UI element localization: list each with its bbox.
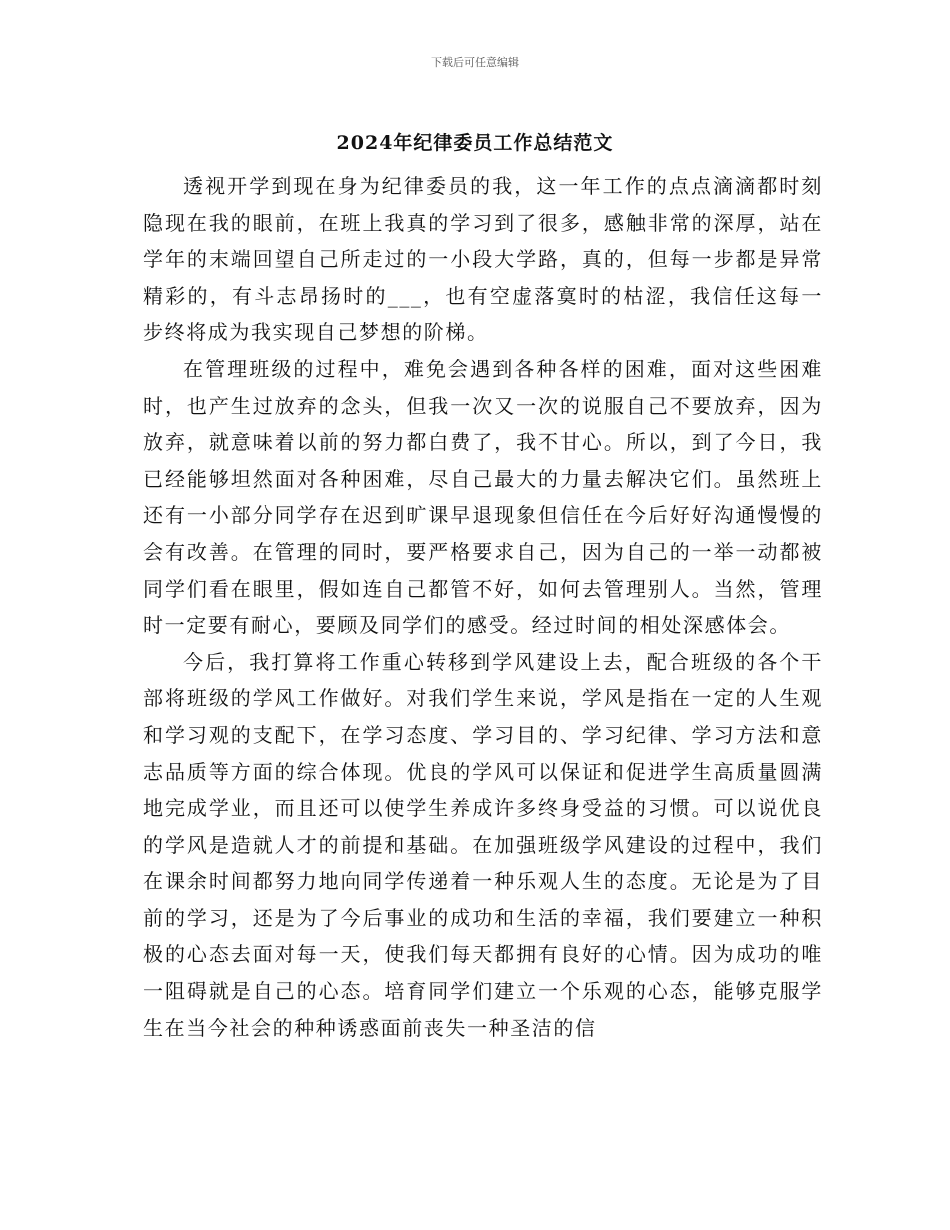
paragraph-3: 今后，我打算将工作重心转移到学风建设上去，配合班级的各个干部将班级的学风工作做好。对我们学生来说，学风是指在一定的人生观和学习观的支配下，在学习态度、学习目的、学习纪律、学习方法和意志品质等方面的综合体现。优良的学风可以保证和促进学生高质量圆满地完成学业，而且还可以使学生养成许多终身受益的习惯。可以说优良的学风是造就人才的前提和基础。在加强班级学风建设的过程中，我们在课余时间都努力地向同学传递着一种乐观人生的态度。无论是为了目前的学习，还是为了今后事业的成功和生活的幸福，我们要建立一种积极的心态去面对每一天，使我们每天都拥有良好的心情。因为成功的唯一阻碍就是自己的心态。培育同学们建立一个乐观的心态，能够克服学生在当今社会的种种诱惑面前丧失一种圣洁的信 [143,649,823,1040]
document-body [143,168,823,1046]
paragraph-1: 透视开学到现在身为纪律委员的我，这一年工作的点点滴滴都时刻隐现在我的眼前，在班上我真的学习到了很多，感触非常的深厚，站在学年的末端回望自己所走过的一小段大学路，真的，但每一步都是异常精彩的，有斗志昂扬时的___，也有空虚落寞时的枯涩，我信任这每一步终将成为我实现自己梦想的阶梯。 [143,174,823,345]
paragraph-2: 在管理班级的过程中，难免会遇到各种各样的困难，面对这些困难时，也产生过放弃的念头，但我一次又一次的说服自己不要放弃，因为放弃，就意味着以前的努力都白费了，我不甘心。所以，到了今日，我已经能够坦然面对各种困难，尽自己最大的力量去解决它们。虽然班上还有一小部分同学存在迟到旷课早退现象但信任在今后好好沟通慢慢的会有改善。在管理的同时，要严格要求自己，因为自己的一举一动都被同学们看在眼里，假如连自己都管不好，如何去管理别人。当然，管理时一定要有耐心，要顾及同学们的感受。经过时间的相处深感体会。 [143,356,823,638]
page-header-note: 下载后可任意编辑 [431,56,519,69]
document-title: 2024年纪律委员工作总结范文 [336,132,614,154]
